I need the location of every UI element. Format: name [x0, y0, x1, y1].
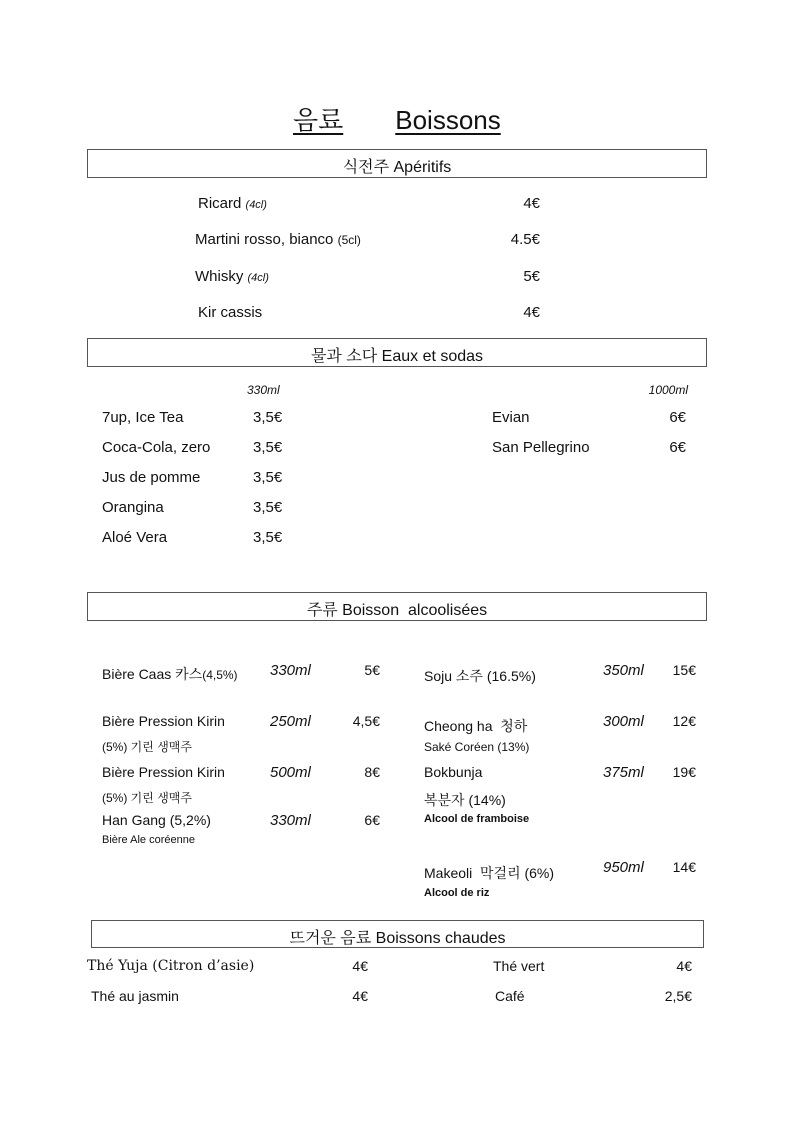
soda-price: 3,5€ — [253, 469, 283, 486]
aperitif-item — [195, 268, 269, 285]
page-title-ko: 음료 — [293, 105, 344, 135]
item-name-2: 복분자 (14%) — [424, 792, 506, 808]
alcohol-item — [102, 664, 238, 684]
item-sub: (5%) 기린 생맥주 — [102, 791, 192, 805]
item-volume: 330ml — [270, 812, 311, 829]
volume-label: 1000ml — [648, 383, 688, 397]
item-price: 4,5€ — [352, 713, 380, 729]
item-price: 4.5€ — [510, 231, 540, 248]
item-sub: Bière Ale coréenne — [102, 834, 195, 846]
item-sub: Alcool de riz — [424, 887, 490, 899]
item-price: 4€ — [523, 195, 540, 212]
soda-price: 3,5€ — [253, 409, 283, 426]
item-name: Kir cassis — [198, 304, 263, 321]
item-volume: 350ml — [603, 662, 644, 679]
soda-price: 3,5€ — [253, 499, 283, 516]
item-price: 12€ — [672, 713, 696, 729]
soda-name: Aloé Vera — [102, 529, 168, 546]
aperitif-item — [195, 231, 361, 248]
item-price: 4€ — [523, 304, 540, 321]
sodas-header: 물과 소다 Eaux et sodas — [310, 348, 484, 365]
soda-price: 3,5€ — [253, 439, 283, 456]
soda-name: Coca-Cola, zero — [102, 439, 211, 456]
soda-name: Evian — [492, 409, 530, 426]
soda-name: San Pellegrino — [492, 439, 590, 456]
item-volume: 375ml — [603, 764, 644, 781]
volume-label: 330ml — [247, 383, 280, 397]
item-price: 8€ — [364, 764, 380, 780]
aperitif-item — [198, 304, 262, 321]
item-volume: 500ml — [270, 764, 311, 781]
soda-price: 3,5€ — [253, 529, 283, 546]
item-note: (4cl) — [245, 199, 267, 211]
item-price: 5€ — [364, 662, 380, 678]
soda-price: 6€ — [669, 439, 686, 456]
item-name: Makeoli 막걸리 (6%) — [424, 865, 555, 881]
item-volume: 950ml — [603, 859, 644, 876]
item-name: Bière Pression Kirin — [102, 764, 225, 780]
item-price: 5€ — [523, 268, 540, 285]
item-name: Whisky — [195, 268, 244, 285]
soda-name: Jus de pomme — [102, 469, 201, 486]
item-name: Ricard — [198, 195, 242, 212]
aperitifs-header: 식전주 Apéritifs — [342, 159, 452, 176]
item-volume: 330ml — [270, 662, 311, 679]
hot-price: 4€ — [352, 988, 368, 1004]
aperitif-item — [198, 195, 267, 212]
hot-name: Café — [495, 988, 525, 1004]
item-price: 14€ — [672, 859, 696, 875]
item-price: 19€ — [672, 764, 696, 780]
item-name: Bière Pression Kirin — [102, 713, 225, 729]
item-note: (5cl) — [337, 233, 361, 247]
item-name: Soju 소주 (16.5%) — [424, 668, 536, 684]
item-note: (4cl) — [247, 272, 269, 284]
hot-price: 2,5€ — [664, 988, 692, 1004]
soda-name: 7up, Ice Tea — [102, 409, 184, 426]
soda-name: Orangina — [102, 499, 164, 516]
page-title — [293, 100, 501, 137]
item-price: 6€ — [364, 812, 380, 828]
item-name: Martini rosso, bianco — [195, 231, 334, 248]
item-name: Han Gang (5,2%) — [102, 812, 211, 828]
item-name: Bière Caas 카스 — [102, 666, 203, 682]
page-title-fr: Boissons — [395, 105, 501, 135]
item-sub: Alcool de framboise — [424, 813, 530, 825]
item-note: (4,5%) — [202, 668, 238, 682]
item-volume: 250ml — [270, 713, 311, 730]
alcohol-header: 주류 Boisson alcoolisées — [306, 602, 488, 619]
hot-name: Thé vert — [493, 958, 545, 974]
hot-header: 뜨거운 음료 Boissons chaudes — [289, 930, 506, 947]
hot-name: Thé Yuja (Citron d’asie) — [87, 958, 255, 974]
hot-name: Thé au jasmin — [91, 988, 179, 1004]
item-name: Cheong ha 청하 — [424, 718, 528, 734]
item-sub: (5%) 기린 생맥주 — [102, 740, 192, 754]
item-name: Bokbunja — [424, 764, 483, 780]
item-price: 15€ — [672, 662, 696, 678]
item-volume: 300ml — [603, 713, 644, 730]
soda-price: 6€ — [669, 409, 686, 426]
hot-price: 4€ — [676, 958, 692, 974]
item-sub: Saké Coréen (13%) — [424, 740, 530, 754]
hot-price: 4€ — [352, 958, 368, 974]
